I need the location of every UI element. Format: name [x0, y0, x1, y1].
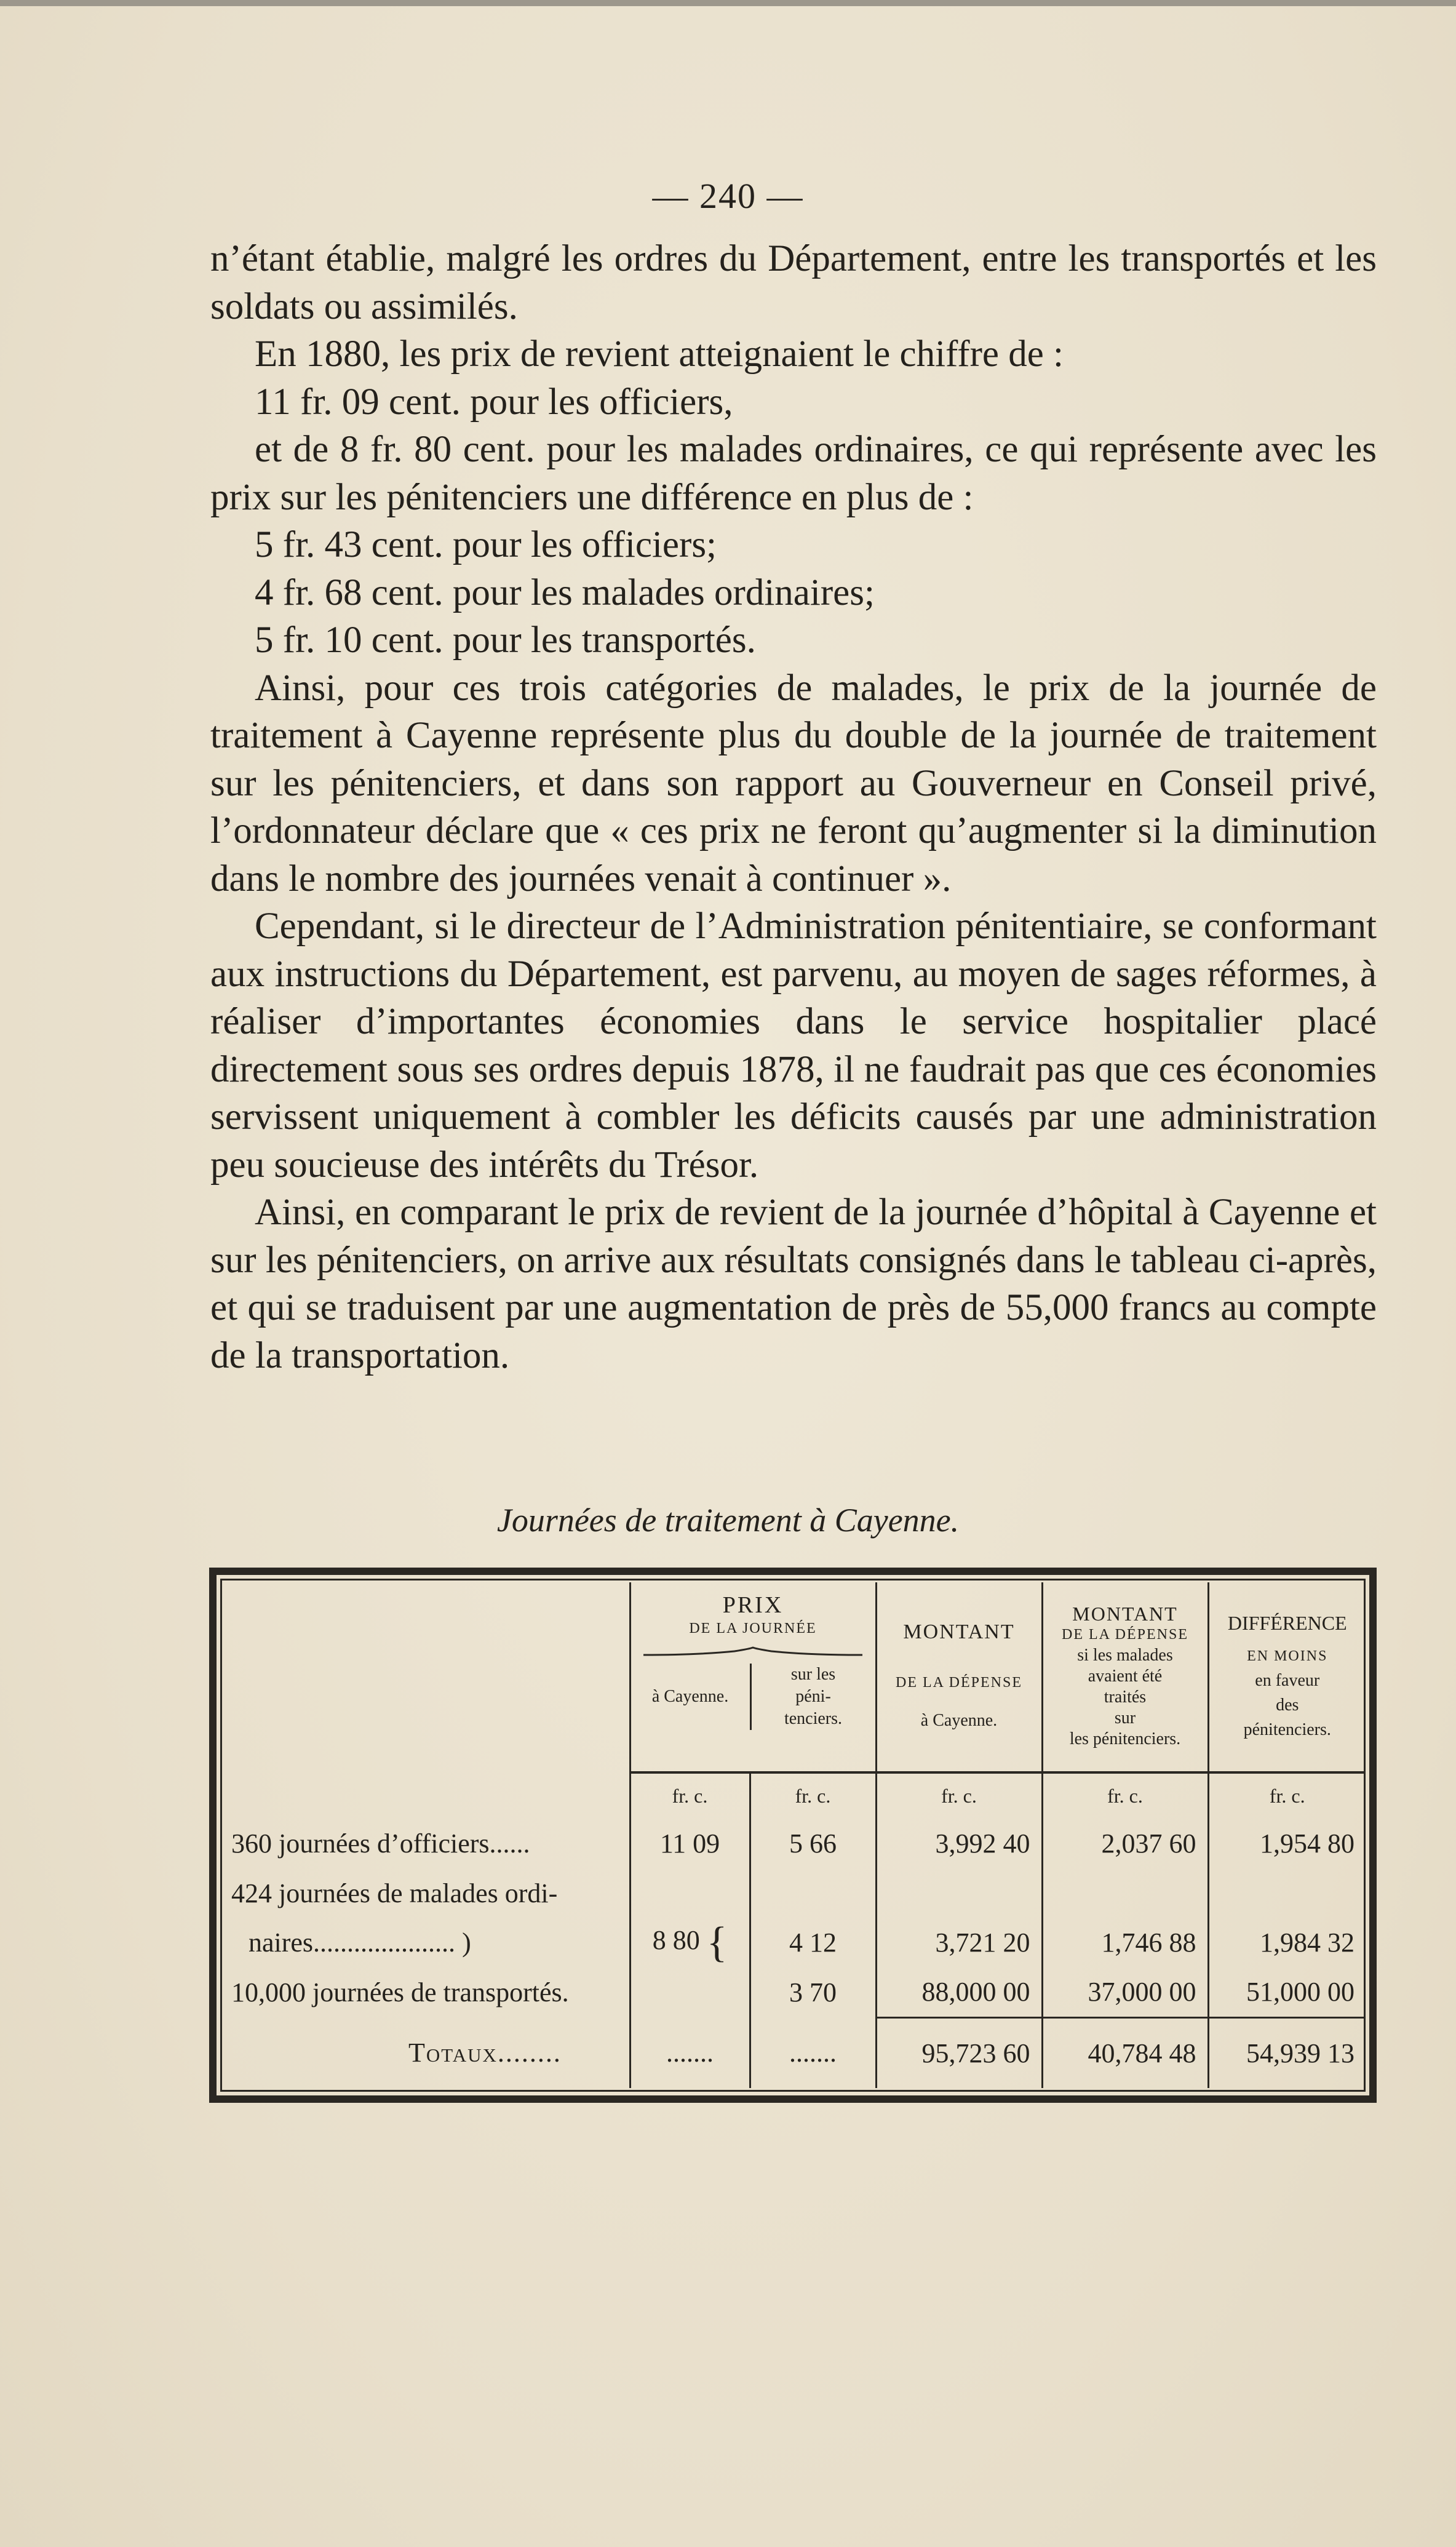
page-number: — 240 — [652, 176, 804, 216]
header-de-la-journee: DE LA JOURNÉE [689, 1620, 817, 1636]
row-totaux-prix-cayenne: ....... [630, 2017, 750, 2088]
scan-top-edge [0, 0, 1456, 6]
header-en-faveur: en faveur [1255, 1671, 1320, 1691]
header-montant-a-cayenne: à Cayenne. [920, 1711, 998, 1731]
row-transportes-label: 10,000 journées de transportés. [231, 1977, 569, 2007]
header-penitenciers: pénitenciers. [1243, 1720, 1331, 1740]
row-officiers-prix-penit: 5 66 [750, 1819, 876, 1868]
header-a-cayenne: à Cayenne. [651, 1687, 729, 1706]
row-malades-montant-penit: 1,746 88 [1042, 1918, 1208, 1967]
paragraph-2: 11 fr. 09 cent. pour les officiers, [255, 381, 733, 423]
table-row [224, 1967, 1366, 2017]
row-malades-difference: 1,984 32 [1208, 1918, 1366, 1967]
table-row [224, 1868, 1366, 1918]
header-sur-les-2: péni- [795, 1687, 831, 1706]
header-montant-de-la-depense: DE LA DÉPENSE [896, 1675, 1022, 1691]
header-montant [876, 1582, 1042, 1772]
row-officiers-label: 360 journées d’officiers...... [231, 1828, 530, 1859]
table-row-totals [224, 2017, 1366, 2088]
header-si-les-malades: si les malades [1077, 1646, 1173, 1665]
header-sur: sur [1114, 1708, 1136, 1728]
header-sur-les-penitenciers [750, 1664, 875, 1730]
hospital-days-table [224, 1582, 1366, 2088]
header-en-moins: EN MOINS [1247, 1648, 1328, 1665]
row-transportes-difference: 51,000 00 [1208, 1967, 1366, 2017]
paragraph-4: 5 fr. 43 cent. pour les officiers; [255, 524, 717, 565]
row-malades-spacer [750, 1868, 876, 1918]
unit-prix-cayenne: fr. c. [630, 1772, 750, 1819]
header-montant-penitenciers [1042, 1582, 1208, 1772]
paragraph-8: Cependant, si le directeur de l’Administration pénitentiaire, se conformant aux instructions du Département, est parvenu, au moyen de sages réformes, à réaliser d’importantes économies dans le service hospitalier placé directement sous ses ordres depuis 1878, il ne faudrait pas que ces économies servissent uniquement à combler les déficits causés par une administration peu soucieuse des intérêts du Trésor. [210, 906, 1377, 1186]
header-les-penitenciers: les pénitenciers. [1069, 1729, 1181, 1749]
row-malades-spacer-m [876, 1868, 1042, 1918]
table-row [224, 1918, 1366, 1967]
unit-prix-penit: fr. c. [750, 1772, 876, 1819]
row-totaux-montant: 95,723 60 [876, 2017, 1042, 2088]
header-montant2-de-la-depense: DE LA DÉPENSE [1062, 1627, 1188, 1643]
row-totaux-label-text: Totaux........ [408, 2038, 562, 2068]
body-text [210, 235, 1377, 1379]
row-malades-label-line1: 424 journées de malades ordi- [231, 1878, 558, 1908]
paragraph-1: En 1880, les prix de revient atteignaient le chiffre de : [255, 333, 1064, 375]
row-totaux-prix-penit: ....... [750, 2017, 876, 2088]
row-officiers-montant-penit: 2,037 60 [1042, 1819, 1208, 1868]
row-malades-label: naires..................... ) [249, 1927, 471, 1958]
header-avaient-ete: avaient été [1088, 1667, 1163, 1686]
unit-montant-penit: fr. c. [1042, 1772, 1208, 1819]
row-malades-spacer-mp [1042, 1868, 1208, 1918]
units-empty-cell [224, 1772, 630, 1819]
table-caption: Journées de traitement à Cayenne. [496, 1502, 960, 1539]
header-montant2-title: MONTANT [1072, 1603, 1178, 1625]
header-des: des [1276, 1696, 1299, 1715]
header-empty-cell [224, 1582, 630, 1772]
right-brace-icon: { [706, 1919, 728, 1967]
row-malades-montant: 3,721 20 [876, 1918, 1042, 1967]
row-officiers-montant: 3,992 40 [876, 1819, 1042, 1868]
header-difference [1208, 1582, 1366, 1772]
paragraph-5: 4 fr. 68 cent. pour les malades ordinaires; [255, 572, 875, 613]
unit-difference: fr. c. [1208, 1772, 1366, 1819]
unit-montant: fr. c. [876, 1772, 1042, 1819]
row-totaux-label [224, 2017, 630, 2088]
row-malades-spacer-d [1208, 1868, 1366, 1918]
paragraph-6: 5 fr. 10 cent. pour les transportés. [255, 620, 756, 661]
paragraph-3: et de 8 fr. 80 cent. pour les malades ordinaires, ce qui représente avec les prix sur les pénitenciers une différence en plus de : [210, 429, 1377, 518]
table-row [224, 1819, 1366, 1868]
row-malades-label-text: naires..................... [249, 1927, 456, 1958]
row-officiers-difference: 1,954 80 [1208, 1819, 1366, 1868]
row-totaux-montant-penit: 40,784 48 [1042, 2017, 1208, 2088]
paragraph-7: Ainsi, pour ces trois catégories de malades, le prix de la journée de traitement à Cayenne représente plus du double de la journée de traitement sur les pénitenciers, et dans son rapport au Gouverneur en Conseil privé, l’ordonnateur déclare que « ces prix ne feront qu’augmenter si la diminution dans le nombre des journées venait à continuer ». [210, 667, 1377, 899]
row-malades-prix-penit: 4 12 [750, 1918, 876, 1967]
row-transportes-montant: 88,000 00 [876, 1967, 1042, 2017]
row-officiers-prix-cayenne: 11 09 [630, 1819, 750, 1868]
header-brace-icon [642, 1646, 864, 1657]
row-shared-prix-cayenne-value: 8 80 [652, 1925, 700, 1956]
row-transportes-prix-penit: 3 70 [750, 1967, 876, 2017]
header-sur-les-1: sur les [790, 1665, 836, 1684]
header-traites: traités [1104, 1688, 1147, 1707]
header-prix-title: PRIX [722, 1592, 784, 1618]
row-transportes-montant-penit: 37,000 00 [1042, 1967, 1208, 2017]
table-frame [209, 1568, 1377, 2103]
header-montant-title: MONTANT [903, 1620, 1015, 1644]
header-prix [630, 1582, 876, 1772]
header-difference-title: DIFFÉRENCE [1227, 1612, 1347, 1635]
row-totaux-difference: 54,939 13 [1208, 2017, 1366, 2088]
header-sur-les-3: tenciers. [784, 1709, 843, 1728]
paragraph-9: Ainsi, en comparant le prix de revient de la journée d’hôpital à Cayenne et sur les pénitenciers, on arrive aux résultats consignés dans le tableau ci-après, et qui se traduisent par une augmentation de près de 55,000 francs au compte de la transportation. [210, 1192, 1377, 1376]
row-shared-prix-cayenne [630, 1868, 750, 2017]
paragraph-0: n’étant établie, malgré les ordres du Département, entre les transportés et les soldats ou assimilés. [210, 238, 1377, 327]
header-prix-subtable [631, 1664, 875, 1730]
